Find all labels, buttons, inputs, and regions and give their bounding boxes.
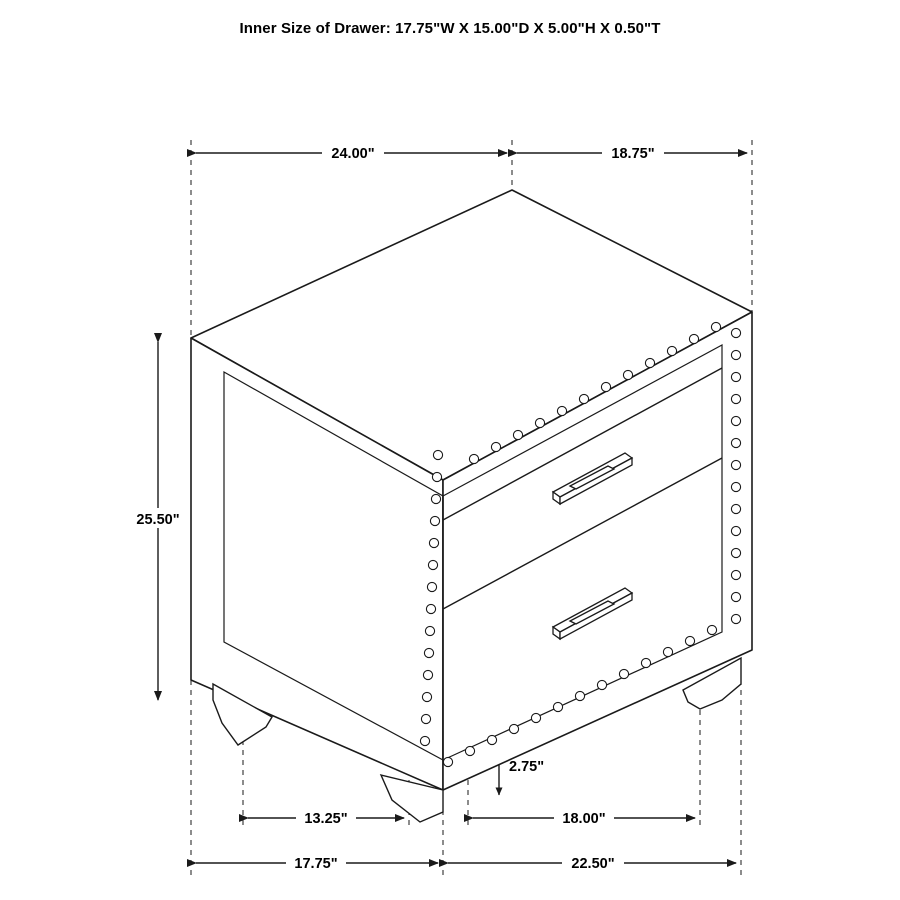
label-bottom-inner-right: 18.00" [562,811,606,827]
label-leg-height: 2.75" [509,759,545,775]
label-bottom-outer-right: 22.50" [571,856,615,872]
nightstand-body [191,190,752,790]
label-top-left-width: 24.00" [331,146,375,162]
label-height: 25.50" [136,512,180,528]
label-bottom-inner-left: 13.25" [304,811,348,827]
label-bottom-outer-left: 17.75" [294,856,338,872]
label-top-right-depth: 18.75" [611,146,655,162]
page-title: Inner Size of Drawer: 17.75"W X 15.00"D X 5.00"H X 0.50"T [239,20,661,37]
